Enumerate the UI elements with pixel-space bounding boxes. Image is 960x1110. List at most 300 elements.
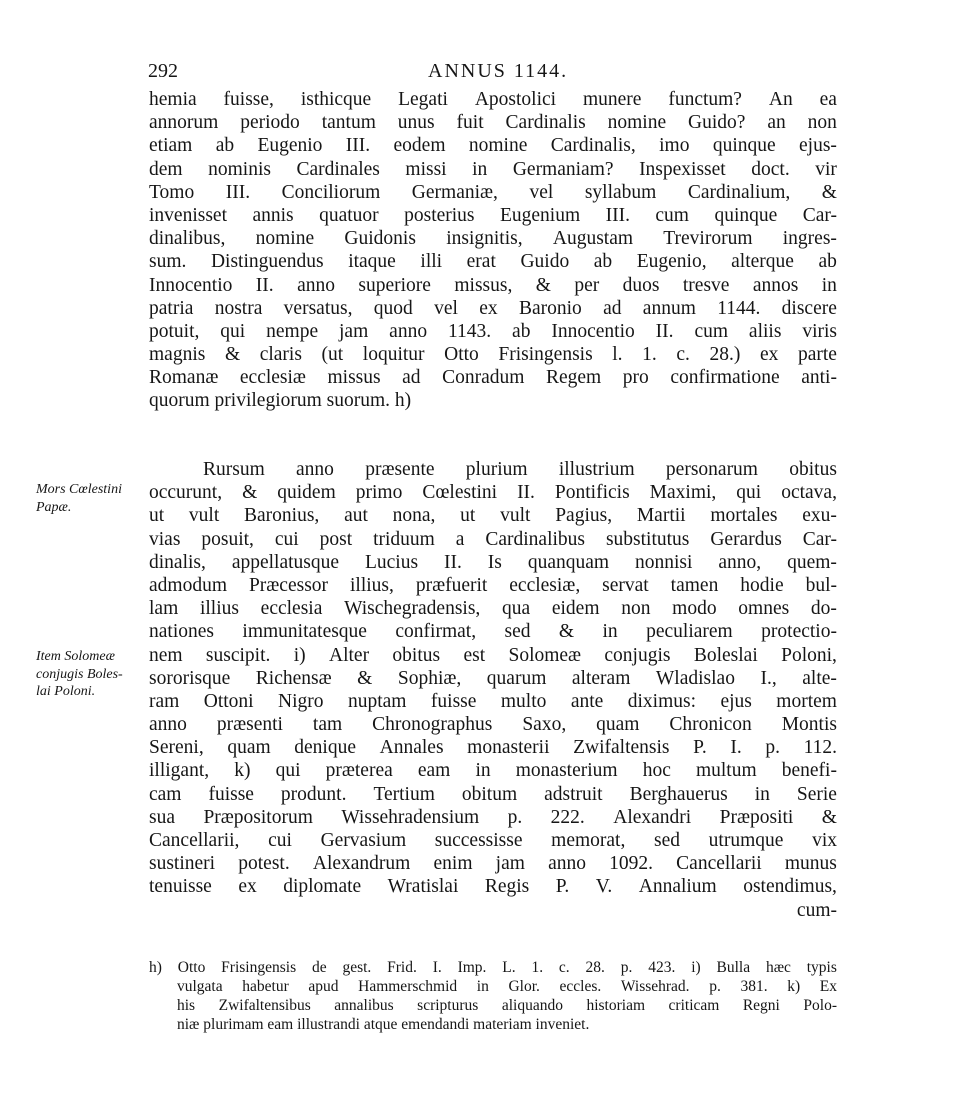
word: annum xyxy=(642,297,696,319)
word: monasterium xyxy=(515,760,618,782)
word: versatus, xyxy=(283,297,353,319)
word: Trevirorum xyxy=(663,228,753,250)
word: posuit, xyxy=(201,528,254,550)
word: diximus: xyxy=(627,690,696,712)
text-line xyxy=(149,783,837,806)
word: hæc xyxy=(765,959,791,976)
text-line xyxy=(149,528,837,551)
running-title: ANNUS 1144. xyxy=(428,60,569,82)
word: c. xyxy=(676,344,690,366)
word: alteram xyxy=(571,667,631,689)
word: Regis xyxy=(484,876,530,898)
word: Sophiæ, xyxy=(397,667,462,689)
word: præsenti xyxy=(216,714,283,736)
word: ut xyxy=(460,505,476,527)
word: aliis xyxy=(748,320,782,342)
text-line xyxy=(149,366,837,389)
word: gest. xyxy=(342,959,372,976)
word: fuisse, xyxy=(223,89,274,110)
word: 112. xyxy=(803,737,837,759)
word: ejus- xyxy=(799,135,837,157)
word: Innocentio xyxy=(149,274,233,296)
word: annalibus xyxy=(334,997,394,1014)
word: substitutus xyxy=(605,528,690,550)
word: Martii xyxy=(636,505,686,527)
word: in xyxy=(602,621,618,643)
word: p. xyxy=(620,959,633,976)
word: I. xyxy=(730,737,742,759)
word: Distinguendus xyxy=(210,251,324,273)
word: quod xyxy=(373,297,413,319)
word: Tomo xyxy=(149,181,195,203)
word: Alter xyxy=(329,644,370,666)
word: suscipit. xyxy=(205,644,271,666)
word: fuisse xyxy=(430,690,477,712)
word: loquitur xyxy=(362,344,425,366)
word: in xyxy=(754,783,770,805)
word: mortales xyxy=(710,505,778,527)
word: a xyxy=(455,528,465,550)
word: peculiarem xyxy=(646,621,733,643)
word: Eugenio, xyxy=(636,251,707,273)
catchword-line xyxy=(149,899,837,922)
word: i) xyxy=(691,959,701,976)
word: & xyxy=(242,482,258,504)
word: 28. xyxy=(585,959,605,976)
text-line xyxy=(149,458,837,481)
word: L. xyxy=(502,959,516,976)
word: triduum xyxy=(373,528,435,550)
word: personarum xyxy=(665,459,758,480)
word: & xyxy=(357,667,373,689)
word: Cardinalis xyxy=(505,112,586,134)
word: criticam xyxy=(668,997,720,1014)
word: aut xyxy=(344,505,368,527)
word: II. xyxy=(517,482,535,504)
word: fuisse xyxy=(208,783,254,805)
word: I. xyxy=(432,959,442,976)
word: l. xyxy=(612,344,623,366)
word: sum. xyxy=(149,251,187,273)
word: an xyxy=(767,112,786,134)
word: Wissehrad. xyxy=(620,978,690,995)
word: ram xyxy=(149,690,180,712)
word: duos xyxy=(622,274,660,296)
word: nomine xyxy=(468,135,528,157)
word: etiam xyxy=(149,135,193,157)
word: k) xyxy=(234,760,251,782)
word: alte- xyxy=(802,667,837,689)
word: appellatusque xyxy=(231,551,340,573)
word: & xyxy=(821,181,837,203)
word: Eugenium xyxy=(499,204,581,226)
word: nem xyxy=(149,644,183,666)
text-line xyxy=(149,204,837,227)
word: erat xyxy=(466,251,496,273)
word: Cancellarii xyxy=(676,853,762,875)
word: Cardinalium, xyxy=(687,181,791,203)
word: ecclesiæ xyxy=(239,367,306,389)
word: Guidonis xyxy=(344,228,416,250)
word: missus, xyxy=(454,274,513,296)
paragraph-1 xyxy=(149,88,837,413)
word: quinque xyxy=(714,204,778,226)
margin-note-line: Mors Cœlestini xyxy=(36,482,122,497)
word: Cardinalibus xyxy=(485,528,586,550)
word: Maximi, xyxy=(649,482,717,504)
margin-note-coelestini xyxy=(36,481,148,516)
word: Wissehradensium xyxy=(341,806,480,828)
word: Alexandrum xyxy=(312,853,411,875)
text-line xyxy=(149,250,837,273)
word: non xyxy=(807,112,837,134)
word: qui xyxy=(220,320,246,342)
word: multum xyxy=(695,760,757,782)
word: h) xyxy=(149,959,162,976)
word: Innocentio xyxy=(551,320,635,342)
word: parte xyxy=(797,344,837,366)
word: (ut xyxy=(321,344,344,366)
word: Guido xyxy=(520,251,570,273)
word: Pagius, xyxy=(555,505,613,527)
word: tresve xyxy=(682,274,730,296)
word: anno xyxy=(149,714,187,736)
text-line xyxy=(149,644,837,667)
word: Wladislao xyxy=(655,667,735,689)
word: plurium xyxy=(465,459,528,480)
word: illi xyxy=(420,251,443,273)
word: ab xyxy=(818,251,837,273)
word: mortem xyxy=(776,690,837,712)
word: dinalibus, xyxy=(149,228,226,250)
word: ex xyxy=(238,876,257,898)
word: Berghauerus xyxy=(629,783,728,805)
margin-note-solomea xyxy=(36,648,148,701)
word: 423. xyxy=(648,959,676,976)
word: Frisingensis xyxy=(498,344,593,366)
word: vias xyxy=(149,528,181,550)
word: historiam xyxy=(586,997,646,1014)
word: Frid. xyxy=(387,959,417,976)
margin-note-line: Papæ. xyxy=(36,499,72,515)
text-line xyxy=(149,667,837,690)
word: ad xyxy=(402,367,421,389)
word: Richensæ xyxy=(255,667,332,689)
word: nona, xyxy=(392,505,436,527)
word: Alexandri xyxy=(613,806,692,828)
word: 1. xyxy=(642,344,657,366)
margin-note-line: lai Poloni. xyxy=(36,684,96,699)
word: Cœlestini xyxy=(422,482,498,504)
word: & xyxy=(821,806,837,828)
word: Baronius, xyxy=(244,505,320,527)
word: Guido? xyxy=(688,112,746,134)
word: Wratislai xyxy=(387,876,459,898)
text-line xyxy=(149,481,837,504)
footnote-line xyxy=(149,996,837,1015)
word: scripturus xyxy=(417,997,479,1014)
word: unus xyxy=(397,112,435,134)
word: benefi- xyxy=(781,760,837,782)
text-line xyxy=(149,111,837,134)
word: k) xyxy=(787,978,801,995)
word: Zwifaltensis xyxy=(573,737,670,759)
word: potest. xyxy=(238,853,290,875)
word: P. xyxy=(693,737,707,759)
word: sed xyxy=(504,621,531,643)
word: Chronicon xyxy=(669,714,752,736)
word: de xyxy=(311,959,327,976)
word: superiore xyxy=(358,274,431,296)
word: munus xyxy=(784,853,837,875)
word: potuit, xyxy=(149,320,200,342)
word: Boleslai xyxy=(693,644,758,666)
word: qui xyxy=(736,482,762,504)
word: Is xyxy=(487,551,502,573)
text-line xyxy=(149,597,837,620)
word: sua xyxy=(149,806,175,828)
word: servat xyxy=(602,574,649,596)
word: est xyxy=(463,644,486,666)
word: 1144. xyxy=(717,297,761,319)
word: Bulla xyxy=(716,959,751,976)
word: anno xyxy=(297,274,335,296)
text-line xyxy=(149,690,837,713)
word: Romanæ xyxy=(149,367,219,389)
word: 1092. xyxy=(609,853,654,875)
word: sororisque xyxy=(149,667,231,689)
footnotes xyxy=(149,958,837,1034)
word: modo xyxy=(672,598,717,620)
footnote-line xyxy=(149,958,837,977)
word: fuit xyxy=(456,112,484,134)
word: doct. xyxy=(751,158,790,180)
word: V. xyxy=(595,876,613,898)
word: Annalium xyxy=(638,876,717,898)
word: do- xyxy=(810,598,837,620)
word: post xyxy=(319,528,353,550)
word: cum xyxy=(655,204,689,226)
word: & xyxy=(535,274,551,296)
word: III. xyxy=(345,135,371,157)
word: nationes xyxy=(149,621,214,643)
word: quanquam xyxy=(527,551,610,573)
word: Conradum xyxy=(442,367,525,389)
word: 1. xyxy=(531,959,544,976)
word: Præpositi xyxy=(719,806,794,828)
text-line: quorum privilegiorum suorum. h) xyxy=(149,390,412,412)
word: Gervasium xyxy=(320,830,407,851)
word: II. xyxy=(255,274,274,296)
text-line xyxy=(149,829,837,852)
word: hemia xyxy=(149,89,197,110)
word: diplomate xyxy=(283,876,362,898)
word: Polo- xyxy=(803,997,837,1014)
word: præfuerit xyxy=(415,574,488,596)
word: tamen xyxy=(670,574,719,596)
word: Solomeæ xyxy=(508,644,582,666)
word: ex xyxy=(479,297,498,319)
word: Tertium xyxy=(373,783,435,805)
word: periodo xyxy=(240,112,300,134)
word: quem- xyxy=(787,551,837,573)
word: pro xyxy=(622,367,649,389)
word: magnis xyxy=(149,344,206,366)
word: memorat, xyxy=(551,830,626,851)
word: vel xyxy=(434,297,458,319)
word: Præcessor xyxy=(248,574,329,596)
word: cum xyxy=(694,320,729,342)
word: protectio- xyxy=(761,621,837,643)
word: per xyxy=(574,274,600,296)
word: in xyxy=(821,274,837,296)
word: ut xyxy=(149,505,165,527)
word: obitum xyxy=(461,783,518,805)
word: Baronio xyxy=(518,297,582,319)
word: anno xyxy=(548,853,586,875)
word: claris xyxy=(259,344,302,366)
word: tantum xyxy=(321,112,376,134)
word: Car- xyxy=(802,528,837,550)
word: invenisset xyxy=(149,204,227,226)
word: Chronographus xyxy=(372,714,493,736)
word: habetur xyxy=(242,978,289,995)
word: sustineri xyxy=(149,853,216,875)
word: confirmatione xyxy=(670,367,780,389)
word: anti- xyxy=(801,367,837,389)
word: 222. xyxy=(550,806,585,828)
word: Hammerschmid xyxy=(358,978,458,995)
word: Glor. xyxy=(508,978,540,995)
word: vulgata xyxy=(177,978,223,995)
word: confirmat, xyxy=(395,621,477,643)
word: obitus xyxy=(392,644,441,666)
word: Poloni, xyxy=(781,644,837,666)
word: I., xyxy=(760,667,777,689)
word: eodem xyxy=(393,135,446,157)
word: missi xyxy=(405,158,447,180)
text-line xyxy=(149,504,837,527)
word: alterque xyxy=(731,251,794,273)
word: itaque xyxy=(348,251,396,273)
word: III. xyxy=(605,204,630,226)
word: annorum xyxy=(149,112,219,134)
text-line xyxy=(149,736,837,759)
word: in xyxy=(475,760,491,782)
word: Otto xyxy=(177,959,206,976)
word: Montis xyxy=(781,714,837,736)
word: vult xyxy=(500,505,531,527)
word: Sereni, xyxy=(149,737,204,759)
word: ecclesiæ, xyxy=(509,574,581,596)
footnote-line: niæ plurimam eam illustrandi atque emendandi materiam inveniet. xyxy=(177,1016,590,1033)
paragraph-2 xyxy=(149,458,837,922)
word: ab xyxy=(593,251,613,273)
word: tam xyxy=(312,714,343,736)
word: p. xyxy=(507,806,523,828)
word: adstruit xyxy=(544,783,603,805)
word: qui xyxy=(275,760,301,782)
word: produnt. xyxy=(280,783,347,805)
word: Ottoni xyxy=(203,690,254,712)
word: Gerardus xyxy=(710,528,782,550)
text-line xyxy=(149,343,837,366)
word: ex xyxy=(759,344,779,366)
word: in xyxy=(476,978,489,995)
word: denique xyxy=(294,737,357,759)
word: eam xyxy=(417,760,451,782)
word: missus xyxy=(327,367,381,389)
word: nostra xyxy=(214,297,263,319)
word: Pontificis xyxy=(554,482,630,504)
text-line xyxy=(149,297,837,320)
word: illustrium xyxy=(558,459,635,480)
text-line xyxy=(149,875,837,898)
word: anno, xyxy=(718,551,762,573)
word: quam xyxy=(227,737,271,759)
word: Cardinales xyxy=(296,158,380,180)
word: nominis xyxy=(208,158,271,180)
word: primo xyxy=(355,482,403,504)
word: vult xyxy=(188,505,220,527)
word: illius, xyxy=(349,574,394,596)
word: II. xyxy=(655,320,674,342)
word: i) xyxy=(293,644,306,666)
word: hoc xyxy=(642,760,671,782)
word: Rursum xyxy=(203,459,265,480)
text-line xyxy=(149,88,837,111)
word: nonnisi xyxy=(635,551,693,573)
word: dem xyxy=(149,158,183,180)
word: discere xyxy=(781,297,837,319)
word: aliquando xyxy=(501,997,563,1014)
page-number: 292 xyxy=(148,60,178,82)
word: admodum xyxy=(149,574,227,596)
word: ad xyxy=(603,297,622,319)
word: anno xyxy=(296,459,334,480)
word: annos xyxy=(752,274,799,296)
word: Legati xyxy=(398,89,448,110)
word: obitus xyxy=(789,459,837,480)
word: c. xyxy=(558,959,570,976)
word: dinalis, xyxy=(149,551,206,573)
word: patria xyxy=(149,297,194,319)
word: qua xyxy=(502,598,531,620)
word: enim xyxy=(433,853,473,875)
text-line xyxy=(149,134,837,157)
word: jam xyxy=(339,320,369,342)
word: Saxo, xyxy=(522,714,567,736)
word: vir xyxy=(815,158,837,180)
word: Lucius xyxy=(364,551,419,573)
word: Augustam xyxy=(552,228,634,250)
text-line xyxy=(149,158,837,181)
word: Cardinalis, xyxy=(550,135,636,157)
word: Regni xyxy=(742,997,780,1014)
word: & xyxy=(558,621,575,643)
text-line xyxy=(149,806,837,829)
word: non xyxy=(621,598,651,620)
word: ab xyxy=(512,320,531,342)
word: præterea xyxy=(325,760,393,782)
word: ea xyxy=(819,89,837,110)
word: functum? xyxy=(668,89,742,110)
word: apud xyxy=(308,978,339,995)
word: isthicque xyxy=(300,89,372,110)
word: quidem xyxy=(277,482,336,504)
word: Germaniæ, xyxy=(411,181,498,203)
word: tenuisse xyxy=(149,876,212,898)
